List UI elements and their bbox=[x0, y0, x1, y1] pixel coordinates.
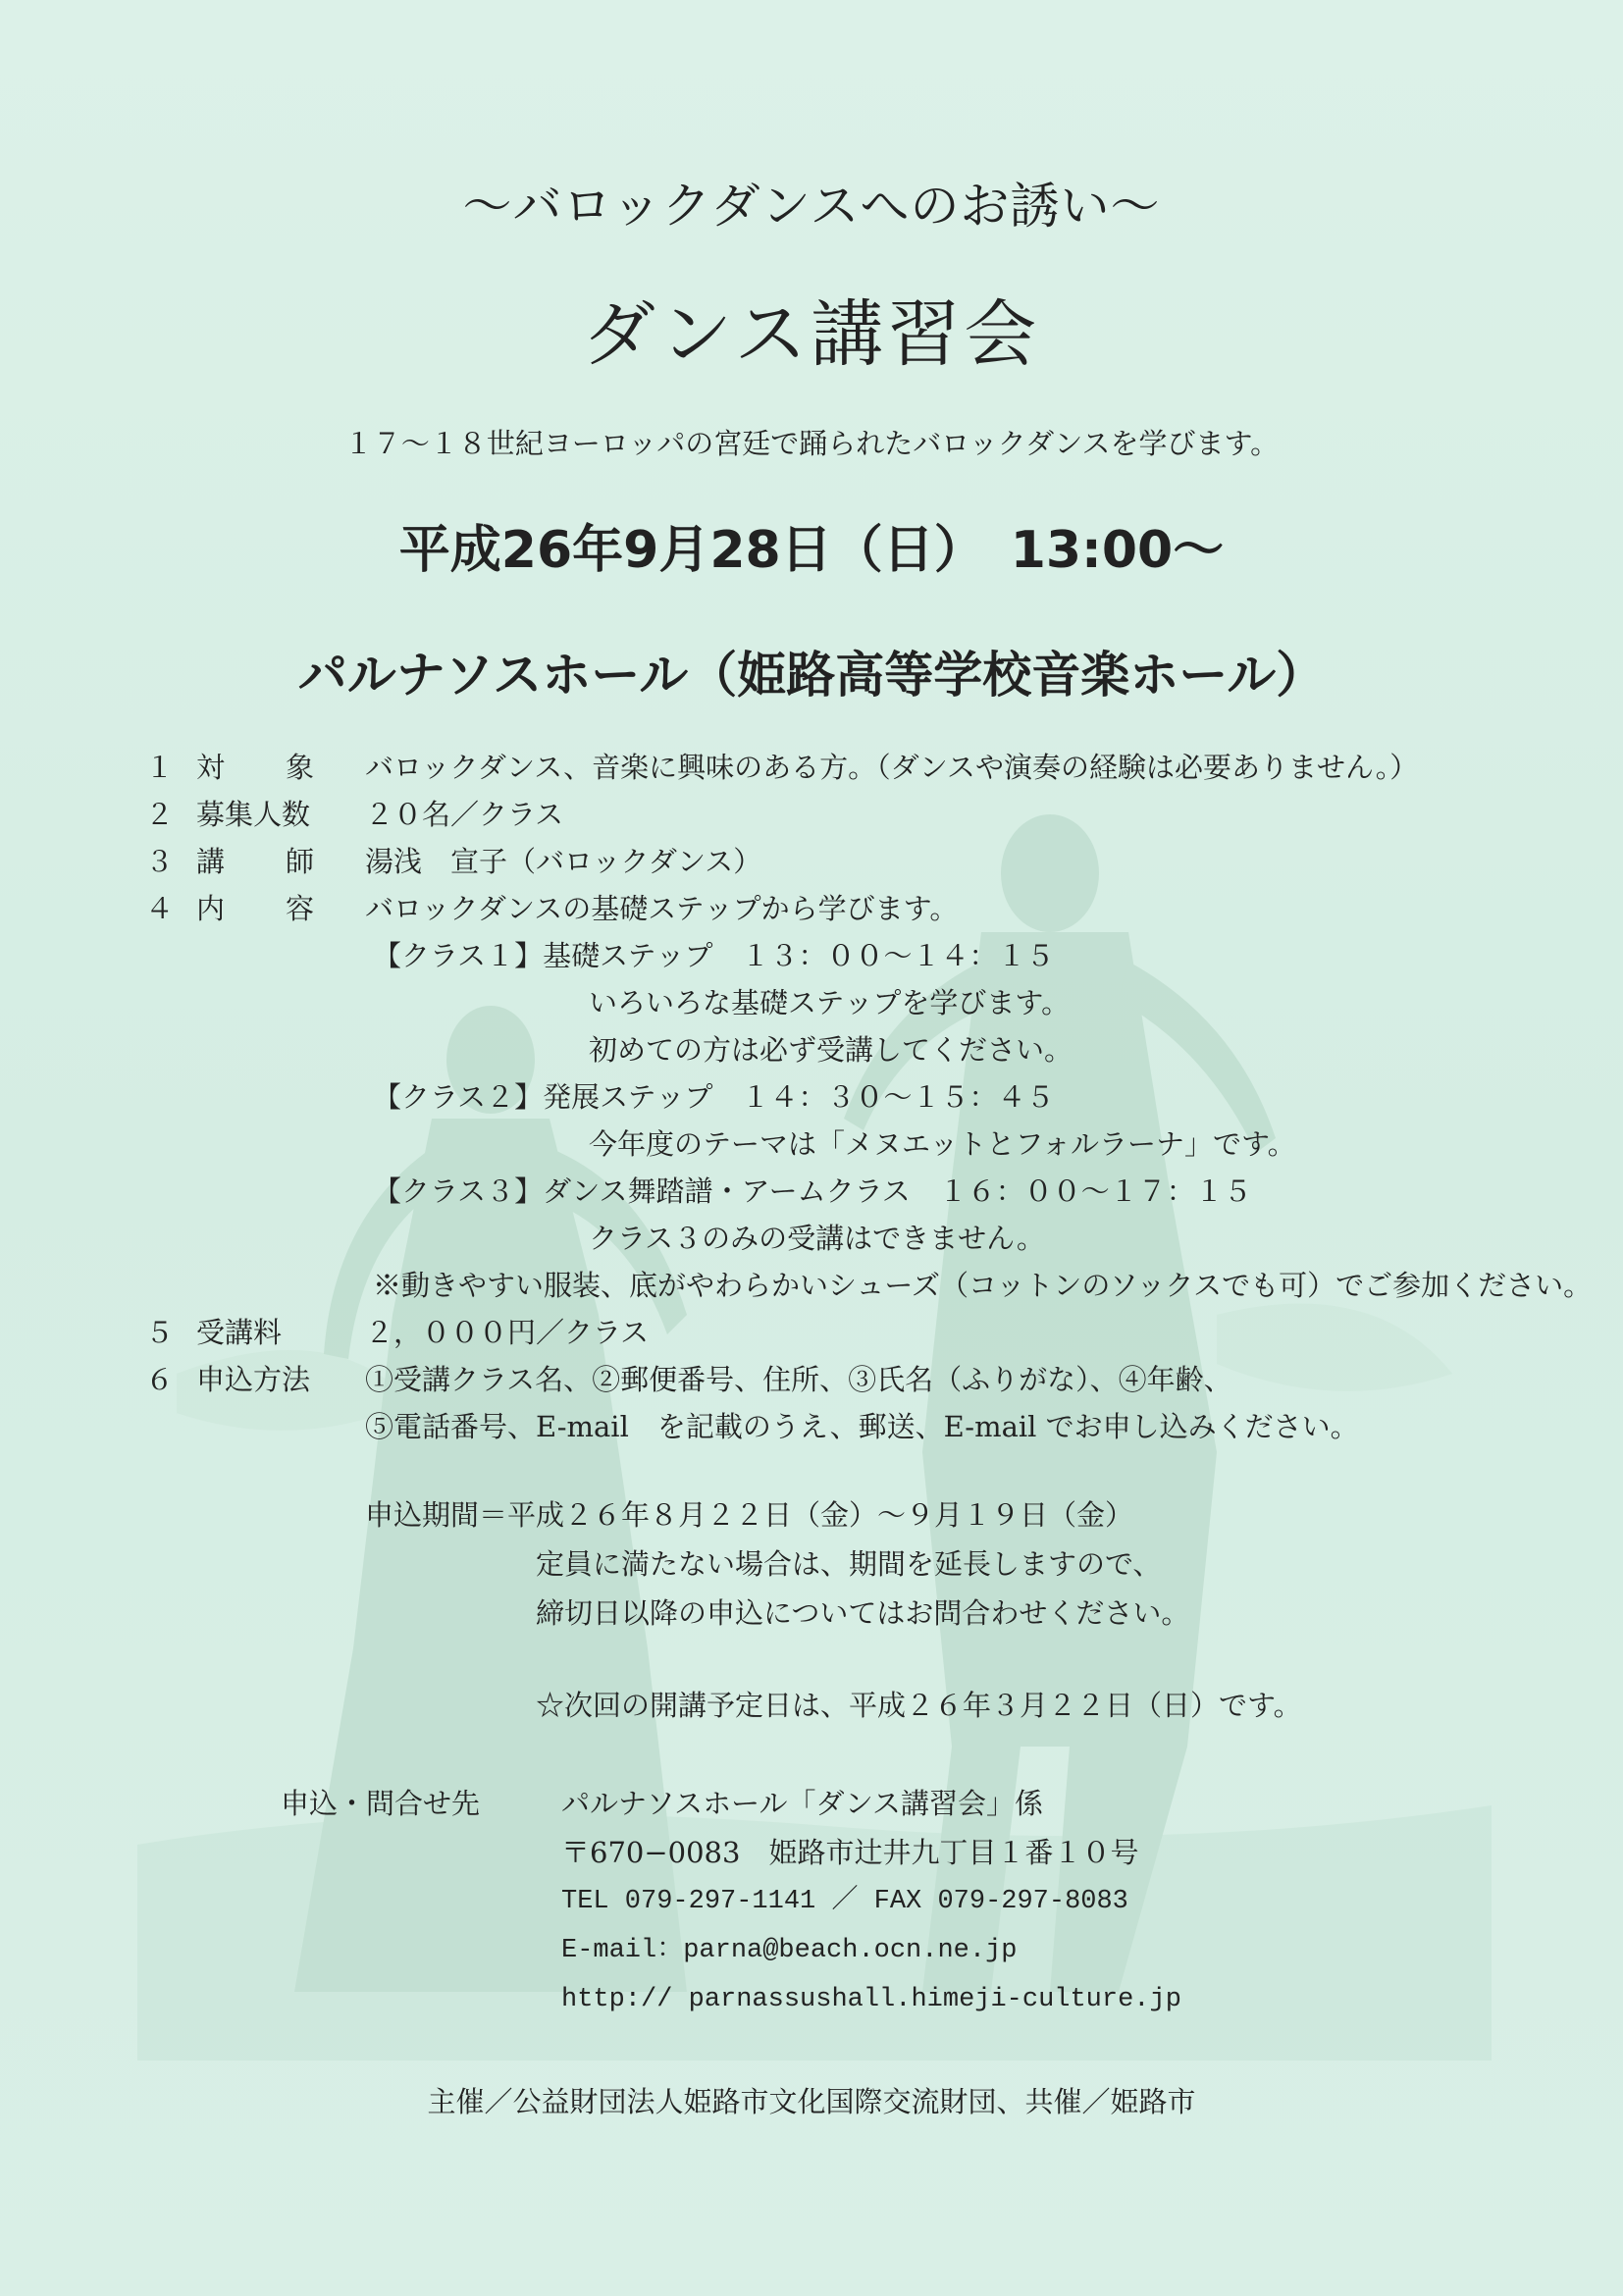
item-label-fee: 受講料 bbox=[196, 1316, 283, 1349]
item-number: ４ bbox=[145, 892, 175, 925]
contact-label: 申込・問合せ先 bbox=[281, 1787, 481, 1820]
instructor-value: 湯浅 宣子（バロックダンス） bbox=[365, 845, 762, 878]
intro-text: １７〜１８世紀ヨーロッパの宮廷で踊られたバロックダンスを学びます。 bbox=[343, 427, 1280, 460]
class-2-detail: 今年度のテーマは「メヌエットとフォルラーナ」です。 bbox=[589, 1127, 1296, 1161]
organizer-footer: 主催／公益財団法人姫路市文化国際交流財団、共催／姫路市 bbox=[427, 2085, 1196, 2118]
application-period-note: 締切日以降の申込についてはお問合わせください。 bbox=[536, 1596, 1190, 1630]
item-number: ５ bbox=[145, 1316, 175, 1349]
item-label-instructor bbox=[196, 842, 314, 881]
item-number: ６ bbox=[145, 1363, 175, 1396]
label-char: 師 bbox=[285, 845, 314, 878]
item-number: ２ bbox=[145, 798, 175, 831]
application-line: ⑤電話番号、E-mail を記載のうえ、郵送、E-mail でお申し込みください。 bbox=[365, 1410, 1359, 1443]
item-label-content bbox=[196, 889, 314, 928]
contact-url[interactable]: http:// parnassushall.himeji-culture.jp bbox=[561, 1985, 1181, 2014]
contact-address: 〒670−0083 姫路市辻井九丁目１番１０号 bbox=[561, 1836, 1139, 1869]
label-char: 容 bbox=[285, 892, 314, 925]
item-label-target bbox=[196, 748, 314, 787]
capacity-value: ２０名／クラス bbox=[365, 798, 564, 831]
class-1-header: 【クラス１】基礎ステップ １３：００〜１４：１５ bbox=[373, 939, 1055, 972]
contact-email[interactable]: E-mail：parna@beach.ocn.ne.jp bbox=[561, 1936, 1018, 1965]
label-char: 講 bbox=[196, 845, 226, 878]
contact-phone-fax: TEL 079-297-1141 ／ FAX 079-297-8083 bbox=[561, 1887, 1128, 1916]
attire-note: ※動きやすい服装、底がやわらかいシューズ（コットンのソックスでも可）でご参加ください。 bbox=[373, 1269, 1593, 1302]
page-title: ダンス講習会 bbox=[582, 292, 1041, 377]
fee-value: ２，０００円／クラス bbox=[365, 1316, 650, 1349]
item-label-application: 申込方法 bbox=[196, 1363, 311, 1396]
label-char: 象 bbox=[285, 751, 314, 784]
class-1-detail: 初めての方は必ず受講してください。 bbox=[589, 1033, 1073, 1067]
class-1-detail: いろいろな基礎ステップを学びます。 bbox=[589, 986, 1071, 1019]
item-number: ３ bbox=[145, 845, 175, 878]
target-value: バロックダンス、音楽に興味のある方。（ダンスや演奏の経験は必要ありません。） bbox=[365, 751, 1419, 784]
subtitle: 〜バロックダンスへのお誘い〜 bbox=[462, 178, 1161, 235]
application-line: ①受講クラス名、②郵便番号、住所、③氏名（ふりがな）、④年齢、 bbox=[365, 1363, 1232, 1396]
class-2-header: 【クラス２】発展ステップ １４：３０〜１５：４５ bbox=[373, 1080, 1055, 1114]
item-label-capacity: 募集人数 bbox=[196, 798, 311, 831]
label-char: 対 bbox=[196, 751, 226, 784]
content-value: バロックダンスの基礎ステップから学びます。 bbox=[365, 892, 959, 925]
label-char: 内 bbox=[196, 892, 226, 925]
application-period: 申込期間＝平成２６年８月２２日（金）〜９月１９日（金） bbox=[365, 1498, 1134, 1532]
event-date: 平成26年9月28日（日） 13:00〜 bbox=[398, 521, 1225, 580]
event-venue: パルナソスホール（姫路高等学校音楽ホール） bbox=[297, 647, 1326, 704]
application-period-note: 定員に満たない場合は、期間を延長しますので、 bbox=[536, 1547, 1162, 1581]
class-3-header: 【クラス３】ダンス舞踏譜・アームクラス １６：００〜１７：１５ bbox=[373, 1174, 1252, 1208]
class-3-detail: クラス３のみの受講はできません。 bbox=[589, 1222, 1045, 1255]
next-session-note: ☆次回の開講予定日は、平成２６年３月２２日（日）です。 bbox=[536, 1689, 1302, 1722]
item-number: １ bbox=[145, 751, 175, 784]
contact-name: パルナソスホール「ダンス講習会」係 bbox=[561, 1787, 1043, 1820]
